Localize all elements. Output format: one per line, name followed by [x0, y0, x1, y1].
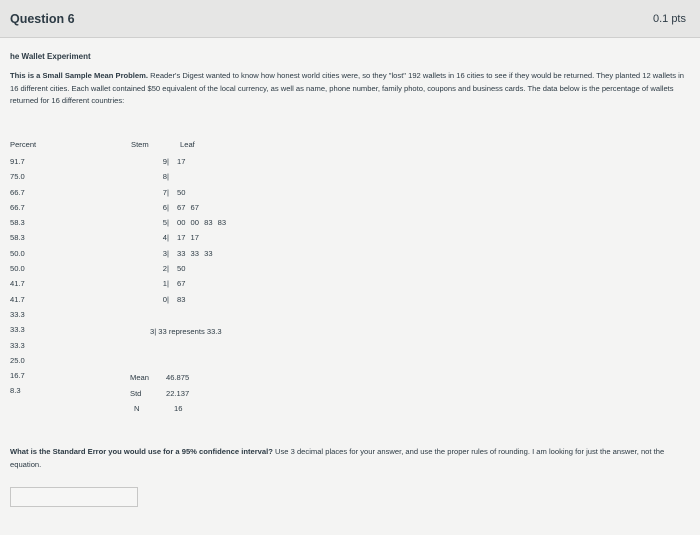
percent-value: 66.7	[10, 202, 25, 212]
stem-leaf-row	[155, 188, 226, 203]
percent-value: 58.3	[10, 233, 25, 243]
answer-input[interactable]	[10, 487, 138, 507]
percent-value: 50.0	[10, 264, 25, 274]
stem-value: 4	[162, 233, 167, 243]
stat-value: 16	[174, 404, 183, 413]
intro-paragraph	[10, 70, 685, 108]
leaf-values: 33 33 33	[177, 248, 213, 258]
stem-leaf-row	[155, 218, 226, 233]
stem-header: Stem	[131, 140, 149, 149]
stem-leaf-row	[155, 295, 226, 310]
stat-label: Std	[130, 388, 142, 398]
percent-list	[10, 157, 25, 402]
leaf-values: 00 00 83 83	[177, 218, 227, 228]
leaf-values: 83	[177, 294, 186, 304]
percent-value: 25.0	[10, 355, 25, 365]
intro-bold-lead: This is a Small Sample Mean Problem.	[10, 71, 149, 80]
prompt-text: Use 3 decimal places for your answer, and use the proper rules of rounding. I am looking for just the answer, not the equation.	[10, 447, 665, 469]
leaf-values: 67	[177, 279, 186, 289]
percent-value: 41.7	[10, 294, 25, 304]
stem-leaf-row	[155, 172, 226, 187]
percent-value: 50.0	[10, 248, 25, 258]
question-title: Question 6	[10, 12, 75, 26]
stem-value: 7	[162, 187, 167, 197]
stat-label: Mean	[130, 373, 149, 382]
stat-value: 22.137	[166, 388, 190, 398]
stat-value: 46.875	[166, 373, 190, 382]
stat-row	[130, 404, 189, 420]
leaf-values: 50	[177, 264, 186, 274]
stem-leaf-row	[155, 233, 226, 248]
percent-value: 33.3	[10, 325, 25, 335]
stat-row	[130, 389, 189, 405]
stem-leaf-key: 3| 33 represents 33.3	[150, 327, 222, 336]
leaf-header: Leaf	[180, 140, 195, 149]
stem-value: 5	[162, 218, 167, 228]
stat-row	[130, 373, 189, 389]
stem-value: 6	[162, 202, 167, 212]
stem-divider: |	[167, 202, 169, 212]
experiment-title: he Wallet Experiment	[10, 52, 91, 61]
stat-label: N	[134, 404, 140, 413]
stem-divider: |	[167, 279, 169, 289]
stem-divider: |	[167, 294, 169, 304]
stem-value: 9	[162, 157, 167, 166]
percent-value: 8.3	[10, 386, 21, 396]
stem-divider: |	[167, 218, 169, 228]
question-header	[0, 0, 700, 38]
stem-value: 8	[162, 172, 167, 182]
leaf-values: 17 17	[177, 233, 200, 243]
stem-leaf-row	[155, 279, 226, 294]
stem-leaf-row	[155, 264, 226, 279]
leaf-values: 50	[177, 187, 186, 197]
stem-divider: |	[167, 187, 169, 197]
stem-divider: |	[167, 172, 169, 182]
stem-leaf-plot	[155, 157, 226, 310]
percent-value: 33.3	[10, 340, 25, 350]
percent-value: 66.7	[10, 187, 25, 197]
stem-leaf-row	[155, 249, 226, 264]
summary-stats	[130, 373, 189, 420]
stem-value: 1	[162, 279, 167, 289]
prompt-bold-lead: What is the Standard Error you would use for a 95% confidence interval?	[10, 447, 273, 456]
leaf-values: 17	[177, 157, 186, 166]
leaf-values: 67 67	[177, 202, 200, 212]
percent-value: 58.3	[10, 218, 25, 228]
stem-leaf-row	[155, 203, 226, 218]
stem-value: 0	[162, 294, 167, 304]
stem-value: 2	[162, 264, 167, 274]
percent-value: 41.7	[10, 279, 25, 289]
question-prompt	[10, 446, 690, 471]
stem-divider: |	[167, 248, 169, 258]
question-points: 0.1 pts	[652, 13, 686, 25]
stem-divider: |	[167, 233, 169, 243]
stem-value: 3	[162, 248, 167, 258]
stem-divider: |	[167, 264, 169, 274]
stem-leaf-row	[155, 157, 226, 172]
percent-value: 33.3	[10, 309, 25, 319]
percent-value: 91.7	[10, 157, 25, 166]
stem-divider: |	[167, 157, 169, 166]
percent-value: 16.7	[10, 371, 25, 381]
percent-value: 75.0	[10, 172, 25, 182]
percent-header: Percent	[10, 140, 37, 149]
intro-text: Reader's Digest wanted to know how honest world cities were, so they "lost" 192 wallets in 16 cities to see if they would be returned. They planted 12 wallets in 16 different cities. Each wallet contained $50 equivalent of the local currency, as well as name, phone number, family photo, coupons and business cards. The data below is the percentage of wallets returned for 16 different countries:	[10, 71, 685, 105]
